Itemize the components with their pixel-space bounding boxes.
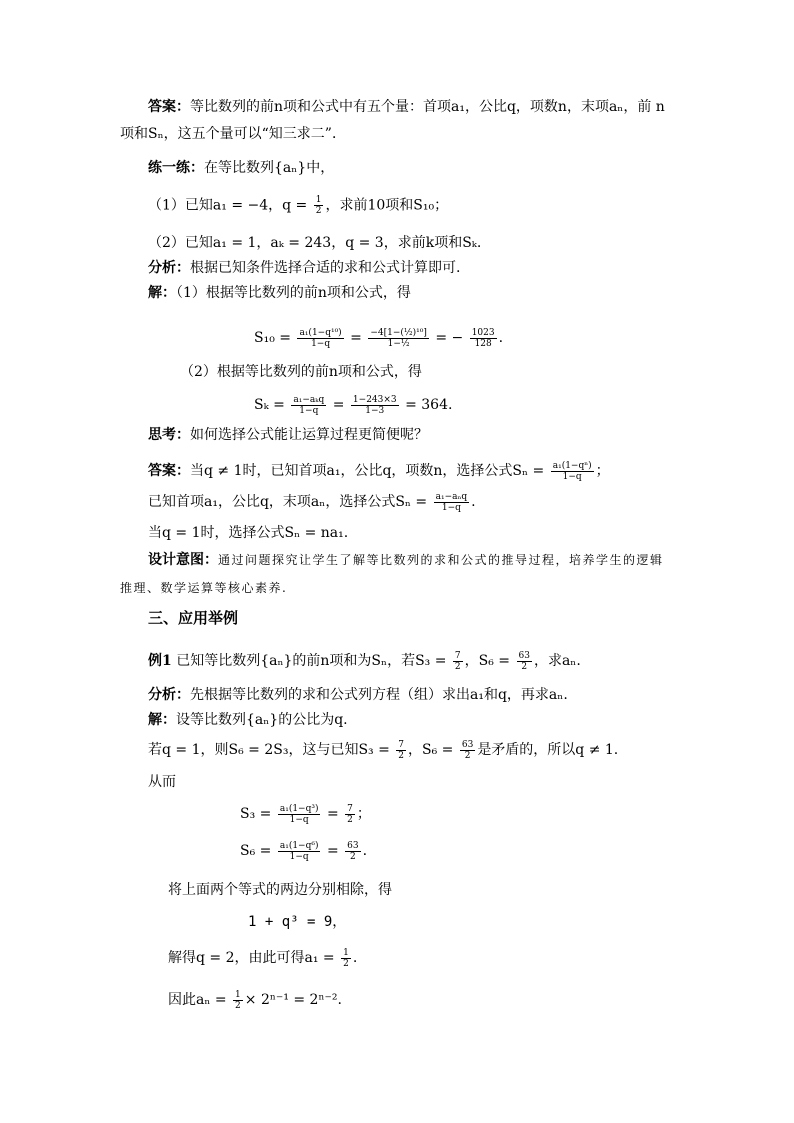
fraction: $\frac{1}{2}$ — [315, 195, 322, 216]
fraction: $\frac{\text{a₁(1−qⁿ)}}{1-q}$ — [552, 460, 592, 482]
equation-s6: S₆ = $\frac{\text{a₁(1−q⁶)}}{1-q}$ = $\frac{63}{2}$ . — [240, 840, 368, 862]
equation-s10: S₁₀ = $\frac{\text{a₁(1−q¹⁰)}}{1-q}$ = $\frac{\text{−4[1−(½)¹⁰]}}{\text{1−½}}$ = − $\frac{1023}{128}$ . — [254, 327, 504, 349]
fraction: $\frac{\text{−4[1−(½)¹⁰]}}{\text{1−½}}$ — [370, 327, 427, 349]
section-heading: 三、应用举例 — [148, 609, 239, 627]
equation-s3: S₃ = $\frac{\text{a₁(1−q³)}}{1-q}$ = $\frac{7}{2}$ ； — [240, 803, 371, 825]
example-1: 例1 已知等比数列{aₙ}的前n项和为Sₙ，若S₃ = $\frac{7}{2}$ ，S₆ = $\frac{63}{2}$ ，求aₙ. — [148, 650, 581, 672]
answer-2-line-1: 答案：当q ≠ 1时，已知首项a₁，公比q，项数n，选择公式Sₙ = $\frac{\text{a₁(1−qⁿ)}}{1-q}$ ； — [148, 460, 610, 482]
fraction: $\frac{7}{2}$ — [398, 739, 405, 761]
solution-2-solve: 解得q = 2，由此可得a₁ = $\frac{1}{2}$ . — [168, 947, 358, 969]
answer-2-line-3: 当q = 1时，选择公式Sₙ = na₁. — [148, 525, 349, 541]
answer-line-2: 项和Sₙ，这五个量可以“知三求二”． — [120, 126, 346, 142]
fraction: $\frac{\text{a₁(1−q³)}}{1-q}$ — [279, 803, 319, 825]
fraction: $\frac{1023}{128}$ — [471, 327, 495, 349]
solution-1-intro: 解：（1）根据等比数列的前n项和公式，得 — [148, 285, 411, 301]
answer-2-line-2: 已知首项a₁，公比q，末项aₙ，选择公式Sₙ = $\frac{\text{a₁−aₙq}}{1-q}$ . — [148, 491, 476, 513]
fraction: $\frac{63}{2}$ — [461, 739, 474, 761]
design-intent-line-2: 推理、数学运算等核心素养. — [120, 581, 288, 595]
equation-q3: 1 + q³ = 9， — [248, 914, 347, 930]
fraction: $\frac{\text{a₁(1−q¹⁰)}}{1-q}$ — [299, 327, 342, 349]
fraction: $\frac{7}{2}$ — [347, 803, 353, 825]
answer-line-1: 答案：等比数列的前n项和公式中有五个量：首项a₁，公比q，项数n，末项aₙ，前 n — [148, 99, 665, 115]
practice-question-2: （2）已知a₁ = 1，aₖ = 243，q = 3，求前k项和Sₖ. — [148, 235, 482, 251]
practice-question-1: （1）已知a₁ = −4，q = $\frac{1}{2}$ ，求前10项和S₁₀； — [148, 195, 449, 216]
fraction: $\frac{63}{2}$ — [347, 840, 359, 862]
equation-sk: Sₖ = $\frac{\text{a₁−aₖq}}{1-q}$ = $\frac{1-243\times 3}{1-3}$ = 364. — [254, 394, 453, 416]
think-question: 思考：如何选择公式能让运算过程更简便呢？ — [148, 427, 428, 443]
solution-2-thus: 从而 — [148, 774, 176, 790]
solution-2-case: 若q = 1，则S₆ = 2S₃，这与已知S₃ = $\frac{7}{2}$ ，S₆ = $\frac{63}{2}$ 是矛盾的，所以q ≠ 1. — [148, 739, 619, 761]
design-intent-line-1: 设计意图：通过问题探究让学生了解等比数列的求和公式的推导过程，培养学生的逻辑 — [148, 552, 664, 568]
fraction: $\frac{1}{2}$ — [343, 947, 349, 969]
fraction: $\frac{\text{a₁(1−q⁶)}}{1-q}$ — [279, 840, 319, 862]
fraction: $\frac{7}{2}$ — [454, 650, 461, 672]
solution-1-part-2: （2）根据等比数列的前n项和公式，得 — [180, 364, 422, 380]
analysis-1: 分析：根据已知条件选择合适的求和公式计算即可. — [148, 260, 461, 276]
solution-2-divide: 将上面两个等式的两边分别相除，得 — [168, 882, 392, 898]
solution-2-final: 因此aₙ = $\frac{1}{2}$ × 2ⁿ⁻¹ = 2ⁿ⁻². — [168, 989, 342, 1011]
analysis-2: 分析：先根据等比数列的求和公式列方程（组）求出a₁和q，再求aₙ. — [148, 687, 568, 703]
solution-2-intro: 解：设等比数列{aₙ}的公比为q. — [148, 712, 348, 728]
fraction: $\frac{63}{2}$ — [518, 650, 530, 672]
fraction: $\frac{1}{2}$ — [235, 989, 241, 1011]
practice-intro: 练一练：在等比数列{aₙ}中， — [148, 160, 335, 176]
fraction: $\frac{1-243\times 3}{1-3}$ — [352, 394, 397, 416]
fraction: $\frac{\text{a₁−aₙq}}{1-q}$ — [435, 491, 468, 513]
fraction: $\frac{\text{a₁−aₖq}}{1-q}$ — [293, 394, 325, 416]
